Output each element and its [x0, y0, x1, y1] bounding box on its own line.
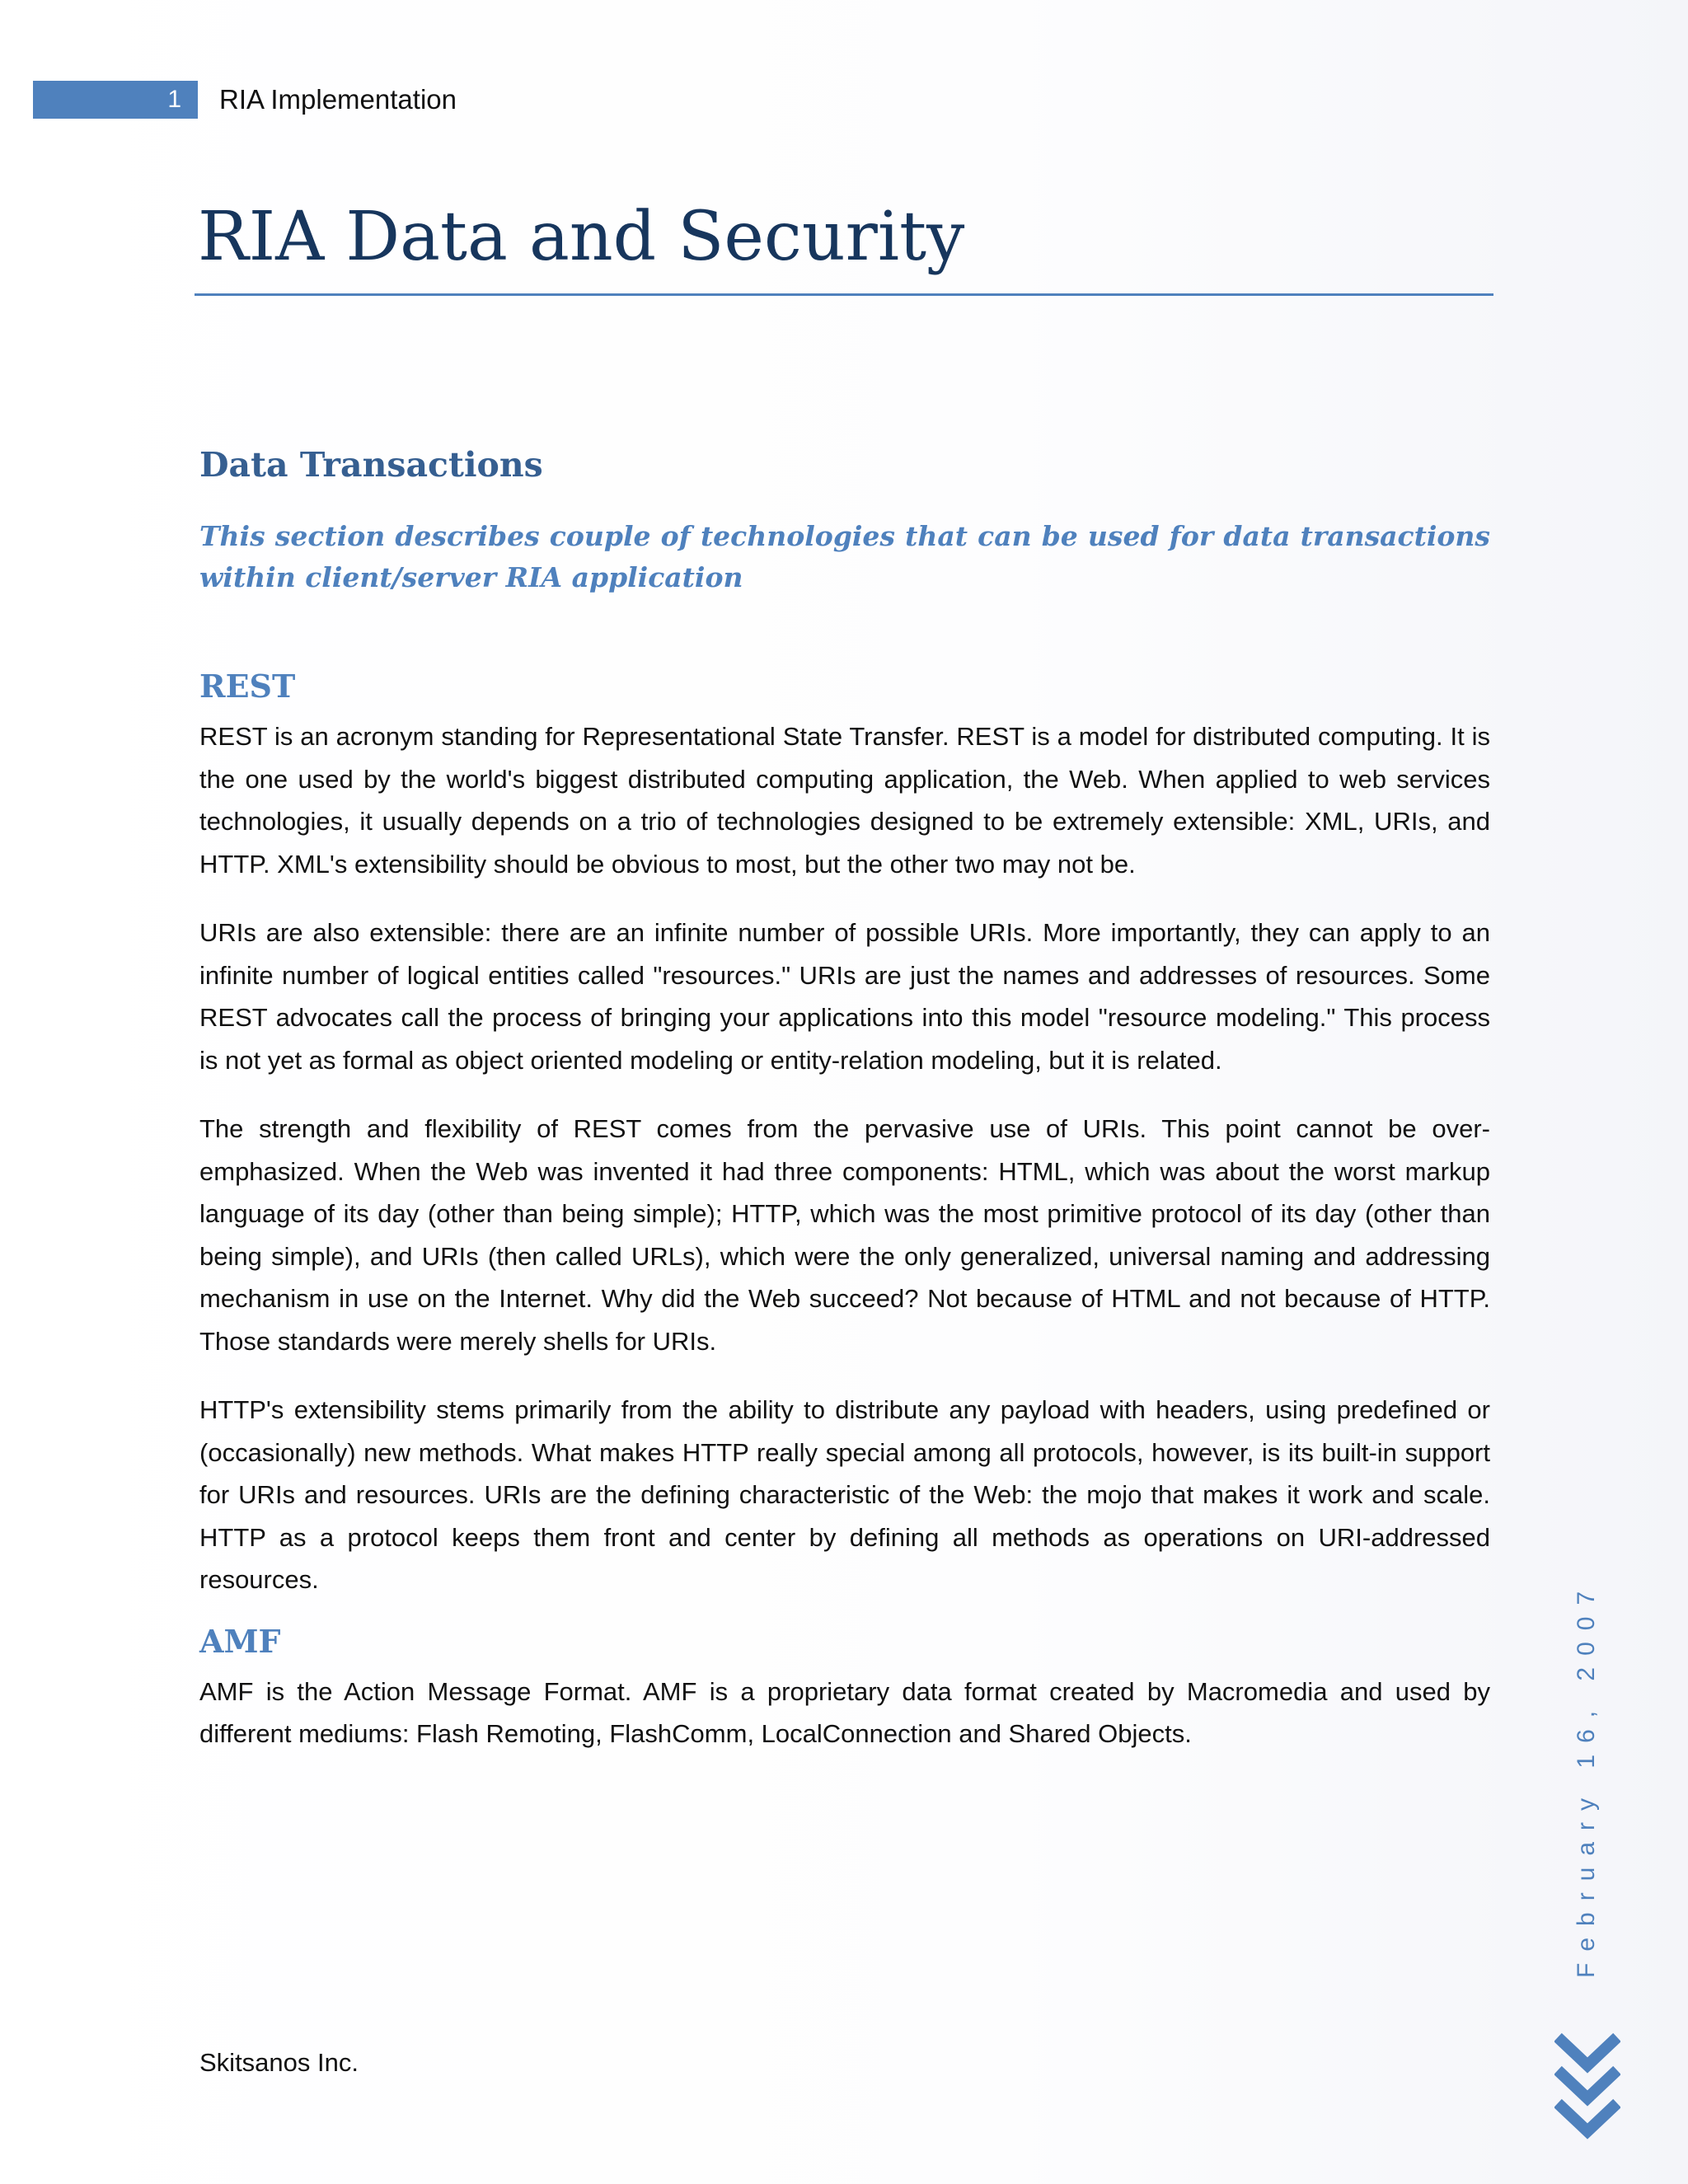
- section-intro: This section describes couple of technologies that can be used for data transactions within client/server RIA application: [199, 520, 1490, 593]
- rest-paragraph-2: URIs are also extensible: there are an infinite number of possible URIs. More importantly, they can apply to an infinite number of logical entities called "resources." URIs are just the names and addresses of resources. Some REST advocates call the process of bringing your applications into this model "resource modeling." This process is not yet as formal as object oriented modeling or entity-relation modeling, but it is related.: [199, 918, 1490, 1075]
- amf-paragraph: AMF is the Action Message Format. AMF is a proprietary data format created by Macromedia and used by different mediums: Flash Remoting, FlashComm, LocalConnection and Shared Objects.: [199, 1676, 1490, 1748]
- subheading-amf: AMF: [199, 1622, 281, 1660]
- sidebar-date: February 16, 2007: [1573, 1579, 1600, 1978]
- rest-paragraph-4: HTTP's extensibility stems primarily from the ability to distribute any payload with headers, using predefined or (occasionally) new methods. What makes HTTP really special among all protocols, however, is its built-in support for URIs and resources. URIs are the defining characteristic of the Web: the mojo that makes it work and scale. HTTP as a protocol keeps them front and center by defining all methods as operations on URI-addressed resources.: [199, 1395, 1490, 1594]
- page-number-badge: [33, 81, 198, 119]
- document-title: RIA Data and Security: [198, 198, 965, 276]
- rest-paragraph-3: The strength and flexibility of REST comes from the pervasive use of URIs. This point cannot be over-emphasized. When the Web was invented it had three components: HTML, which was about the worst markup language of its day (other than being simple); HTTP, which was the most primitive protocol of its day (other than being simple), and URIs (then called URLs), which were the only generalized, universal naming and addressing mechanism in use on the Internet. Why did the Web succeed? Not because of HTML and not because of HTTP. Those standards were merely shells for URIs.: [199, 1114, 1490, 1356]
- title-divider: [195, 293, 1493, 296]
- rest-paragraph-1: REST is an acronym standing for Representational State Transfer. REST is a model for distributed computing. It is the one used by the world's biggest distributed computing application, the Web. When applied to web services technologies, it usually depends on a trio of technologies designed to be extremely extensible: XML, URIs, and HTTP. XML's extensibility should be obvious to most, but the other two may not be.: [199, 722, 1490, 879]
- page-number: 1: [167, 86, 181, 113]
- subheading-rest: REST: [199, 668, 296, 705]
- chevrons-down-icon: [1554, 2032, 1620, 2139]
- running-header-title: RIA Implementation: [219, 84, 457, 115]
- section-heading-data-transactions: Data Transactions: [199, 445, 543, 485]
- footer-company: Skitsanos Inc.: [199, 2048, 359, 2077]
- document-body: [199, 445, 1490, 1782]
